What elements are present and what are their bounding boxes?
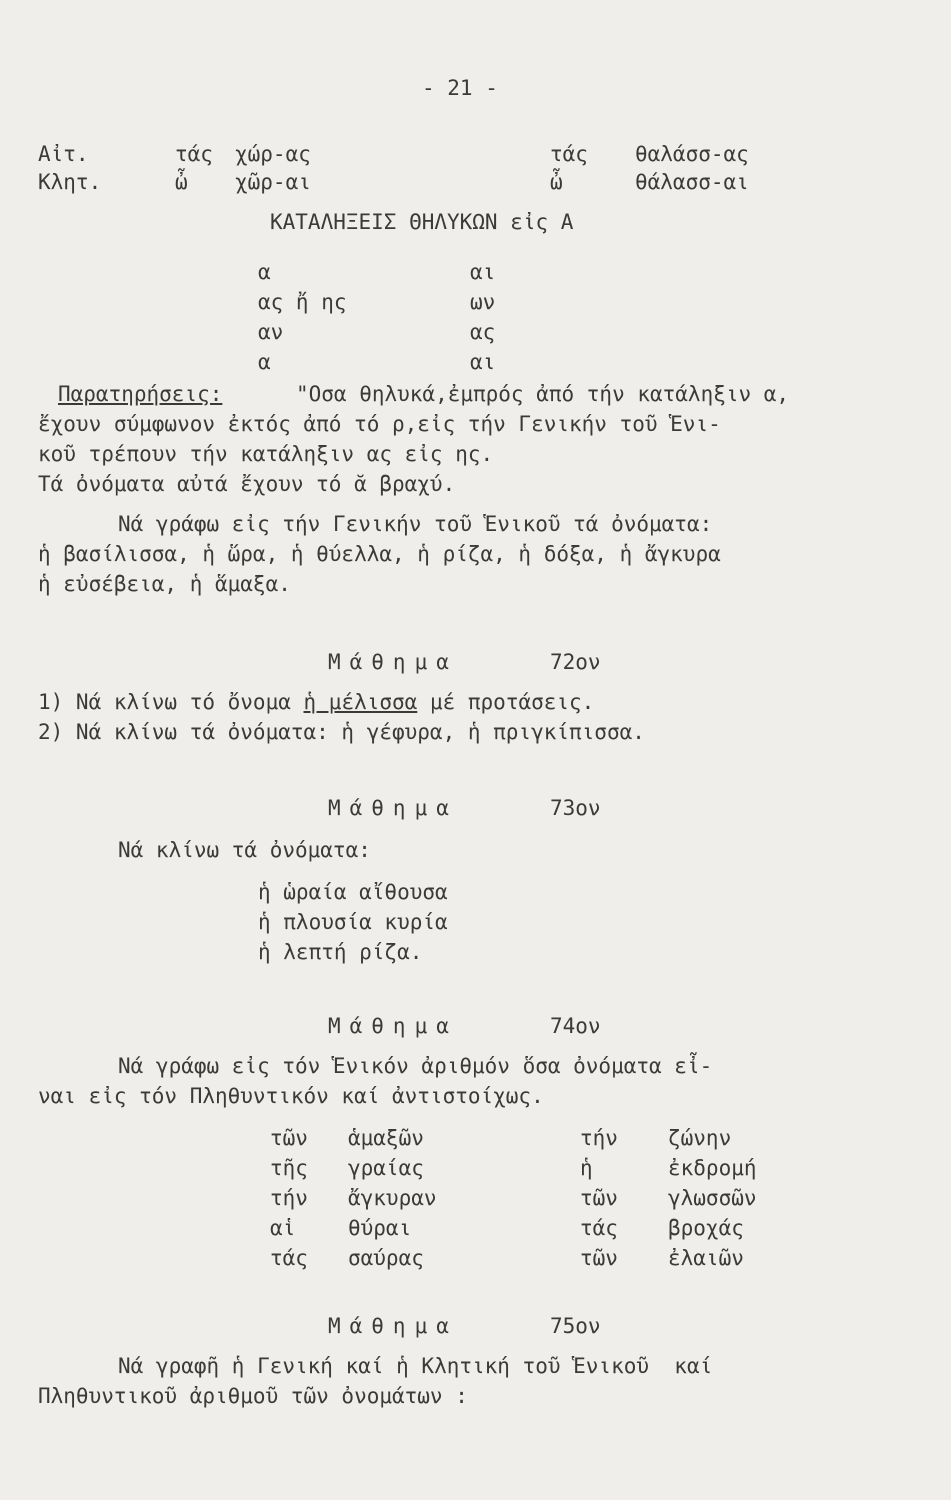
word-list-noun: ἄγκυραν [348, 1186, 437, 1210]
remarks-line: Τά ὀνόματα αὐτά ἔχουν τό ᾰ βραχύ. [38, 472, 456, 496]
exercise-intro-line: Νά γράφω εἰς τήν Γενικήν τοῦ Ἑνικοῦ τά ὀνόματα: [118, 512, 713, 536]
lesson-72-item-1-word: ἡ μέλισσα [303, 690, 418, 714]
word-list-article: τάς [270, 1246, 308, 1270]
word-list-article: τῶν [580, 1186, 618, 1210]
ending-plural: ων [470, 290, 496, 314]
word-list-article: τῆς [270, 1156, 308, 1180]
case-voc-word-1: χῶρ-αι [235, 170, 311, 194]
lesson-72-item-1-start: 1) Νά κλίνω τό ὄνομα [38, 690, 304, 714]
lesson-75-heading: Μάθημα [328, 1314, 458, 1338]
lesson-72-item-1-end: μέ προτάσεις. [417, 690, 595, 714]
remarks-line: "Οσα θηλυκά,ἐμπρός ἀπό τήν κατάληξιν α, [296, 382, 790, 406]
word-list-article: τάς [580, 1216, 618, 1240]
word-list-article: αἱ [270, 1216, 296, 1240]
word-list-noun: ἁμαξῶν [348, 1126, 424, 1150]
ending-plural: αι [470, 260, 496, 284]
word-list-noun: ἐλαιῶν [668, 1246, 744, 1270]
lesson-72-number: 72ον [550, 650, 601, 674]
word-list-article: τήν [270, 1186, 308, 1210]
lesson-74-line: ναι εἰς τόν Πληθυντικόν καί ἀντιστοίχως. [38, 1084, 544, 1108]
word-list-article: ἡ [580, 1156, 593, 1180]
lesson-75-line: Πληθυντικοῦ ἀριθμοῦ τῶν ὀνομάτων : [38, 1384, 468, 1408]
endings-heading: ΚΑΤΑΛΗΞΕΙΣ ΘΗΛΥΚΩΝ εἰς Α [270, 210, 574, 234]
word-list-article: τῶν [580, 1246, 618, 1270]
lesson-75-line: Νά γραφῆ ἡ Γενική καί ἡ Κλητική τοῦ Ἑνικοῦ καί [118, 1354, 713, 1378]
exercise-intro-line: ἡ εὐσέβεια, ἡ ἅμαξα. [38, 572, 291, 596]
lesson-74-heading: Μάθημα [328, 1014, 458, 1038]
lesson-75-number: 75ον [550, 1314, 601, 1338]
word-list-article: τήν [580, 1126, 618, 1150]
case-acc-article-2: τάς [550, 142, 588, 166]
ending-singular: α [258, 260, 271, 284]
lesson-73-phrase: ἡ ὡραία αἴθουσα [258, 880, 448, 904]
case-voc-article-2: ὦ [550, 170, 563, 194]
ending-plural: αι [470, 350, 496, 374]
lesson-73-intro: Νά κλίνω τά ὀνόματα: [118, 838, 371, 862]
lesson-73-number: 73ον [550, 796, 601, 820]
remarks-line: ἔχουν σύμφωνον ἐκτός ἀπό τό ρ,εἰς τήν Γενικήν τοῦ Ἑνι- [38, 412, 721, 436]
case-acc-label: Αἰτ. [38, 142, 89, 166]
word-list-noun: σαύρας [348, 1246, 424, 1270]
page-number: - 21 - [422, 76, 498, 100]
case-voc-article-1: ὦ [175, 170, 188, 194]
remarks-label: Παρατηρήσεις: [58, 382, 223, 406]
lesson-74-number: 74ον [550, 1014, 601, 1038]
case-voc-label: Κλητ. [38, 170, 102, 194]
word-list-noun: ἐκδρομή [668, 1156, 757, 1180]
lesson-74-line: Νά γράφω εἰς τόν Ἑνικόν ἀριθμόν ὅσα ὀνόματα εἶ- [118, 1054, 713, 1078]
word-list-noun: θύραι [348, 1216, 412, 1240]
lesson-72-heading: Μάθημα [328, 650, 458, 674]
case-acc-article-1: τάς [175, 142, 213, 166]
case-acc-word-2: θαλάσσ-ας [635, 142, 749, 166]
exercise-intro-line: ἡ βασίλισσα, ἡ ὥρα, ἡ θύελλα, ἡ ρίζα, ἡ δόξα, ἡ ἄγκυρα [38, 542, 721, 566]
ending-singular: α [258, 350, 271, 374]
ending-singular: αν [258, 320, 284, 344]
word-list-noun: γραίας [348, 1156, 424, 1180]
word-list-noun: γλωσσῶν [668, 1186, 757, 1210]
remarks-line: κοῦ τρέπουν τήν κατάληξιν ας εἰς ης. [38, 442, 494, 466]
word-list-article: τῶν [270, 1126, 308, 1150]
case-acc-word-1: χώρ-ας [235, 142, 311, 166]
ending-singular: ας ἤ ης [258, 290, 347, 314]
lesson-72-item-1 [38, 688, 594, 716]
lesson-73-heading: Μάθημα [328, 796, 458, 820]
lesson-72-item-2: 2) Νά κλίνω τά ὀνόματα: ἡ γέφυρα, ἡ πριγκίπισσα. [38, 720, 645, 744]
lesson-73-phrase: ἡ λεπτή ρίζα. [258, 940, 423, 964]
word-list-noun: ζώνην [668, 1126, 732, 1150]
word-list-noun: βροχάς [668, 1216, 744, 1240]
case-voc-word-2: θάλασσ-αι [635, 170, 749, 194]
ending-plural: ας [470, 320, 496, 344]
lesson-73-phrase: ἡ πλουσία κυρία [258, 910, 448, 934]
